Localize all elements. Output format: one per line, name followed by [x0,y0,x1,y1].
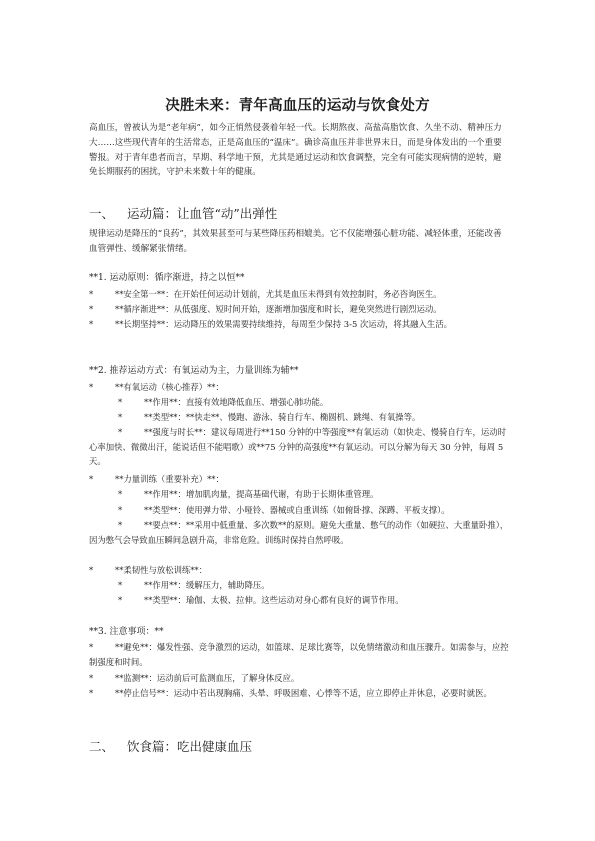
list-item [89,487,511,502]
bullet-marker: * [89,688,94,698]
list-item [89,287,511,302]
bullet-marker: * [118,505,123,515]
list-item-text: **强度与时长**：建议每周进行**150 分钟的中等强度**有氧运动（如快走、慢骑自行车，运动时心率加快、微微出汗，能说话但不能唱歌）或**75 分钟的高强度**有氧运动。可以分解为每天 30 分钟，每周 5 天。 [89,427,507,467]
subheading-principles: **1. 运动原则：循序渐进，持之以恒** [89,273,245,283]
bullet-marker: * [118,397,123,407]
list-item-text: **停止信号**：运动中若出现胸痛、头晕、呼吸困难、心悸等不适，应立即停止并休息，必要时就医。 [115,688,492,698]
bullet-marker: * [89,642,94,652]
list-item-text: **类型**：瑜伽、太极、拉伸。这些运动对身心都有良好的调节作用。 [144,595,404,605]
list-item-text: **循序渐进**：从低强度、短时间开始，逐渐增加强度和时长，避免突然进行剧烈运动。 [115,304,442,314]
intro-paragraph: 高血压，曾被认为是“老年病”，如今正悄然侵袭着年轻一代。长期熬夜、高盐高脂饮食、久坐不动、精神压力大……这些现代青年的生活常态，正是高血压的“温床”。确诊高血压并非世界末日，而是身体发出的一个重要警报。对于青年患者而言，早期、科学地干预，尤其是通过运动和饮食调整，完全有可能实现病情的逆转，避免长期服药的困扰，守护未来数十年的健康。 [89,123,502,178]
document-title: 决胜未来：青年高血压的运动与饮食处方 [165,97,430,114]
list-item-text: **作用**：缓解压力，辅助降压。 [144,580,270,590]
bullet-marker: * [118,427,123,437]
list-item-text: **避免**：爆发性强、竞争激烈的运动，如篮球、足球比赛等，以免情绪激动和血压骤升。如需参与，应控制强度和时间。 [89,642,509,667]
exercise-intro-paragraph: 规律运动是降压的“良药”，其效果甚至可与某些降压药相媲美。它不仅能增强心脏功能、减轻体重，还能改善血管弹性、缓解紧张情绪。 [89,229,502,254]
list-item-text: **安全第一**：在开始任何运动计划前，尤其是血压未得到有效控制时，务必咨询医生。 [115,289,442,299]
list-item-text: **类型**：使用弹力带、小哑铃、器械或自重训练（如俯卧撑、深蹲、平板支撑）。 [144,505,450,515]
bullet-marker: * [118,412,123,422]
bullet-marker: * [89,289,94,299]
section-heading-diet [89,739,252,755]
list-item [89,380,511,395]
list-item-text: **类型**：**快走**、慢跑、游泳、骑自行车、椭圆机、跳绳、有氧操等。 [144,412,421,422]
list-item [89,503,511,518]
list-item [89,317,511,332]
section-heading-exercise [89,206,277,222]
list-item [89,410,511,425]
list-item [89,686,511,701]
list-item [89,395,511,410]
bullet-marker: * [118,580,123,590]
bullet-marker: * [89,319,94,329]
list-item-text: **作用**：直接有效地降低血压、增强心肺功能。 [144,397,329,407]
list-item [89,578,511,593]
list-item-text: **长期坚持**：运动降压的效果需要持续维持，每周至少保持 3-5 次运动，将其融入生活。 [115,319,453,329]
list-item [89,302,511,317]
bullet-marker: * [89,382,94,392]
section-number: 二、 [89,739,115,754]
list-item [89,472,511,487]
bullet-marker: * [118,595,123,605]
list-item [89,425,511,469]
list-item [89,671,511,686]
list-item-text: **作用**：增加肌肉量，提高基础代谢，有助于长期体重管理。 [144,489,379,499]
bullet-marker: * [89,565,94,575]
list-item [89,563,511,578]
bullet-marker: * [118,520,123,530]
list-item [89,518,511,547]
list-item [89,640,511,669]
list-item-text: **监测**：运动前后可监测血压，了解身体反应。 [115,673,300,683]
section-title-text: 运动篇：让血管“动”出弹性 [127,206,278,221]
bullet-marker: * [89,673,94,683]
bullet-marker: * [89,304,94,314]
bullet-marker: * [89,474,94,484]
subheading-recommended: **2. 推荐运动方式：有氧运动为主，力量训练为辅** [89,366,299,376]
section-title-text: 饮食篇：吃出健康血压 [127,739,253,754]
subheading-precautions: **3. 注意事项：** [89,627,164,637]
list-item-text: **要点**：**采用中低重量、多次数**的原则。避免大重量、憋气的动作（如硬拉、大重量卧推），因为憋气会导致血压瞬间急剧升高，非常危险。训练时保持自然呼吸。 [89,520,509,545]
bullet-marker: * [118,489,123,499]
list-item [89,593,511,608]
section-number: 一、 [89,206,115,221]
list-item-text: **柔韧性与放松训练**： [115,565,208,575]
list-item-text: **有氧运动（核心推荐）**： [115,382,224,392]
list-item-text: **力量训练（重要补充）**： [115,474,224,484]
